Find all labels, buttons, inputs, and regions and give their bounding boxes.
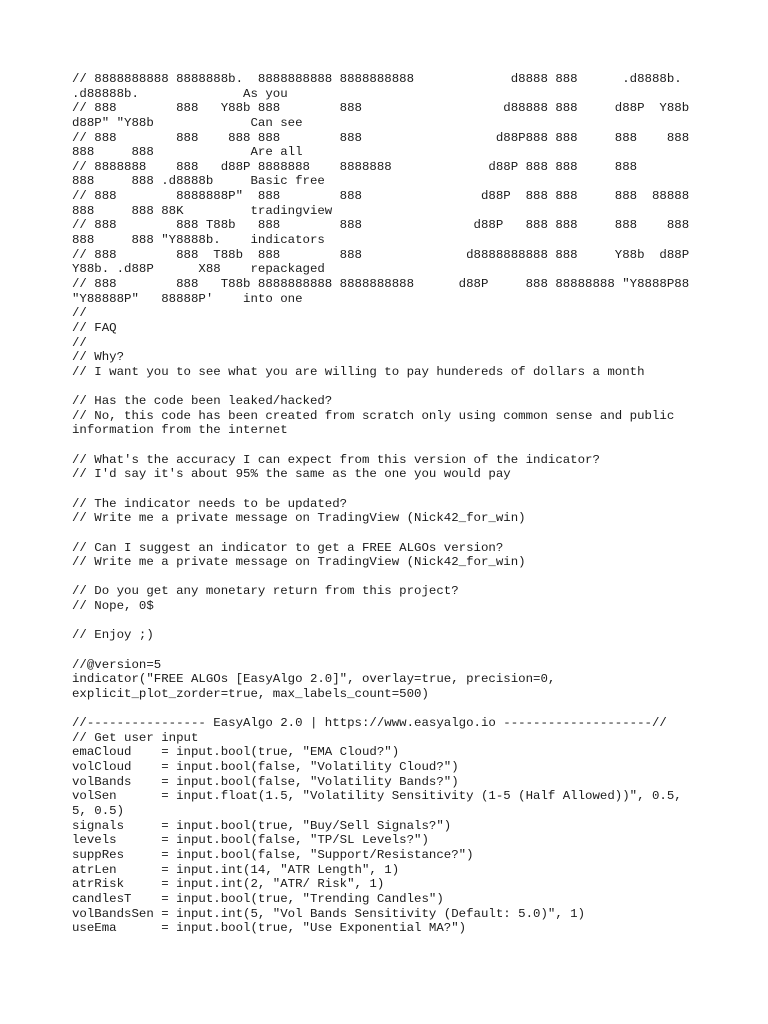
code-line: // 888 888 T88b 8888888888 8888888888 d88P 888 88888888 "Y8888P88	[72, 276, 690, 291]
code-line: information from the internet	[72, 423, 288, 438]
code-line: "Y88888P" 88888P' into one	[72, 291, 303, 306]
code-line: // I'd say it's about 95% the same as the one you would pay	[72, 467, 511, 482]
code-line: volBandsSen = input.int(5, "Vol Bands Sensitivity (Default: 5.0)", 1)	[72, 906, 586, 921]
code-line: // Do you get any monetary return from this project?	[72, 584, 459, 599]
code-line: volCloud = input.bool(false, "Volatility Cloud?")	[72, 760, 459, 775]
code-line: d88P" "Y88b Can see	[72, 115, 303, 130]
code-line: // Write me a private message on TradingView (Nick42_for_win)	[72, 511, 526, 526]
code-line: // No, this code has been created from scratch only using common sense and public	[72, 408, 675, 423]
code-line: //---------------- EasyAlgo 2.0 | https://www.easyalgo.io --------------------//	[72, 716, 667, 731]
code-line: // Write me a private message on TradingView (Nick42_for_win)	[72, 555, 526, 570]
code-line: // 888 8888888P" 888 888 d88P 888 888 888 88888	[72, 189, 690, 204]
code-line: 5, 0.5)	[72, 804, 125, 819]
code-line: // Get user input	[72, 730, 199, 745]
code-line: //@version=5	[72, 657, 162, 672]
code-line: // 8888888 888 d88P 8888888 8888888 d88P 888 888 888	[72, 159, 638, 174]
code-line: // What's the accuracy I can expect from this version of the indicator?	[72, 452, 600, 467]
code-line: // Nope, 0$	[72, 599, 154, 614]
code-line: // Has the code been leaked/hacked?	[72, 394, 333, 409]
code-line: //	[72, 335, 87, 350]
blank-line	[72, 526, 722, 541]
code-line: candlesT = input.bool(true, "Trending Candles")	[72, 891, 444, 906]
blank-line	[72, 379, 722, 394]
code-line: emaCloud = input.bool(true, "EMA Cloud?")	[72, 745, 400, 760]
code-line: .d88888b. As you	[72, 86, 288, 101]
code-line: Y88b. .d88P X88 repackaged	[72, 262, 325, 277]
blank-line	[72, 643, 722, 658]
code-line: // 888 888 888 888 888 d88P888 888 888 888	[72, 130, 690, 145]
code-line: //	[72, 306, 87, 321]
blank-line	[72, 482, 722, 497]
code-line: 888 888 Are all	[72, 145, 303, 160]
code-line: // Can I suggest an indicator to get a FREE ALGOs version?	[72, 540, 504, 555]
code-line: volBands = input.bool(false, "Volatility Bands?")	[72, 774, 459, 789]
code-line: useEma = input.bool(true, "Use Exponential MA?")	[72, 921, 467, 936]
code-line: // Why?	[72, 350, 125, 365]
code-line: explicit_plot_zorder=true, max_labels_count=500)	[72, 686, 429, 701]
code-line: atrRisk = input.int(2, "ATR/ Risk", 1)	[72, 877, 385, 892]
blank-line	[72, 438, 722, 453]
blank-line	[72, 702, 722, 717]
code-line: // 8888888888 8888888b. 8888888888 8888888888 d8888 888 .d8888b.	[72, 72, 682, 86]
code-line: // 888 888 T88b 888 888 d8888888888 888 Y88b d88P	[72, 247, 690, 262]
code-line: indicator("FREE ALGOs [EasyAlgo 2.0]", overlay=true, precision=0,	[72, 672, 556, 687]
code-line: // 888 888 T88b 888 888 d88P 888 888 888 888	[72, 218, 690, 233]
code-line: suppRes = input.bool(false, "Support/Resistance?")	[72, 847, 474, 862]
code-line: // 888 888 Y88b 888 888 d88888 888 d88P Y88b	[72, 101, 690, 116]
document-page	[72, 72, 722, 936]
code-line: 888 888 .d8888b Basic free	[72, 174, 325, 189]
code-line: // The indicator needs to be updated?	[72, 496, 348, 511]
code-line: // FAQ	[72, 320, 117, 335]
blank-line	[72, 570, 722, 585]
code-line: signals = input.bool(true, "Buy/Sell Signals?")	[72, 818, 452, 833]
code-line: volSen = input.float(1.5, "Volatility Sensitivity (1-5 (Half Allowed))", 0.5,	[72, 789, 682, 804]
blank-line	[72, 614, 722, 629]
code-line: 888 888 88K tradingview	[72, 203, 333, 218]
code-line: 888 888 "Y8888b. indicators	[72, 233, 325, 248]
code-line: atrLen = input.int(14, "ATR Length", 1)	[72, 862, 400, 877]
code-line: levels = input.bool(false, "TP/SL Levels?")	[72, 833, 429, 848]
code-line: // Enjoy ;)	[72, 628, 154, 643]
code-line: // I want you to see what you are willing to pay hundereds of dollars a month	[72, 364, 645, 379]
